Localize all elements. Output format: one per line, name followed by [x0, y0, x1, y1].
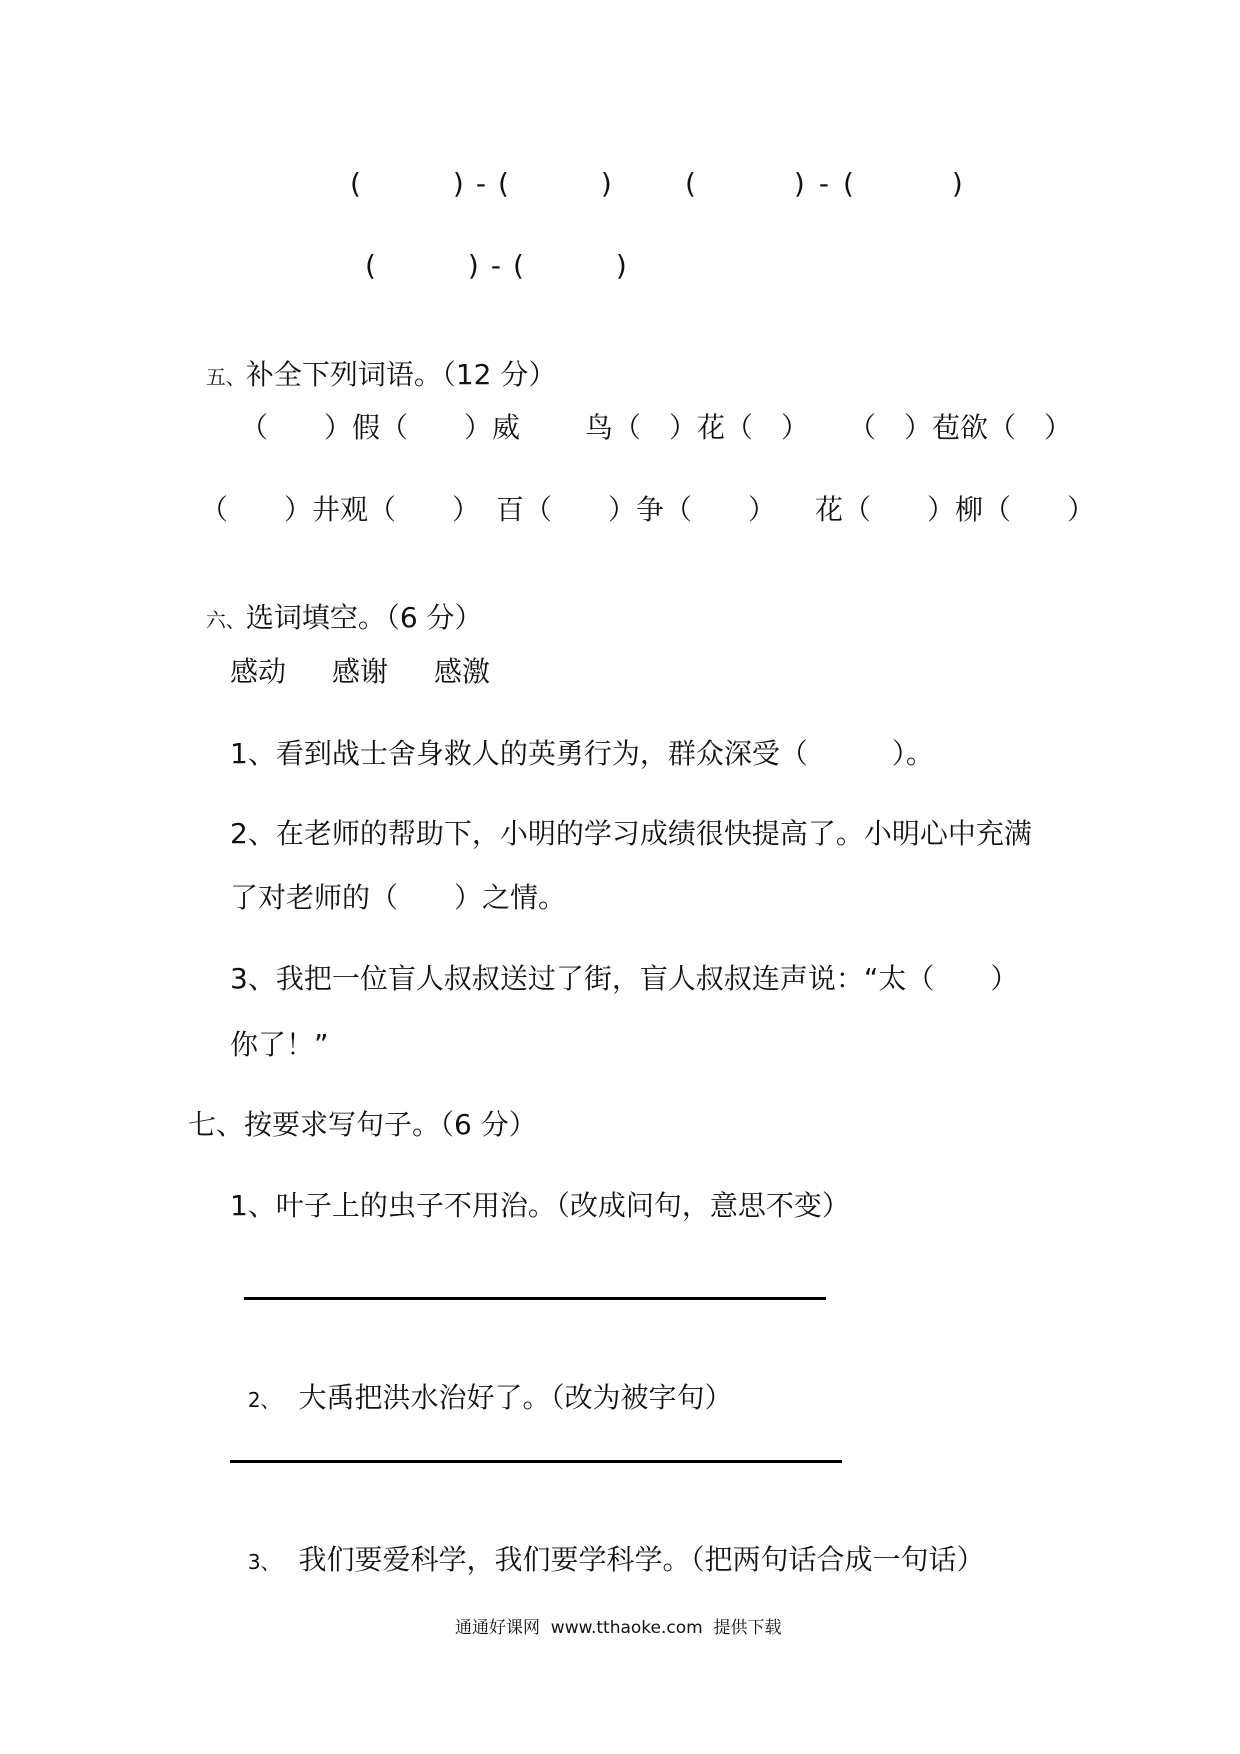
section5-row2-item3: 花（ ）柳（ ）	[815, 493, 1096, 526]
section7-heading: 七、按要求写句子。（6 分）	[188, 1108, 537, 1141]
section6-word-2: 感谢	[332, 655, 389, 688]
footer-credit: 通通好课网 www.tthaoke.com 提供下载	[455, 1618, 782, 1638]
section6-number: 六、	[205, 608, 246, 632]
section7-question-3	[230, 1518, 985, 1574]
pair-row2: ( )-( )	[365, 249, 639, 282]
section6-title: 选词填空。（6 分）	[245, 601, 483, 634]
section6-question-2-line2: 了对老师的（ ）之情。	[230, 881, 567, 914]
section7-question-3-text: 我们要爱科学，我们要学科学。（把两句话合成一句话）	[298, 1543, 985, 1576]
section7-question-2	[230, 1356, 733, 1412]
section5-title: 补全下列词语。（12 分）	[245, 358, 557, 391]
section5-row1-item2: 鸟（ ）花（ ）	[585, 411, 810, 444]
section6-question-2-line1: 2、在老师的帮助下，小明的学习成绩很快提高了。小明心中充满	[230, 817, 1032, 850]
section5-row1-item3: （ ）苞欲（ ）	[848, 411, 1073, 444]
section5-heading	[188, 333, 556, 389]
pair-row1-right: ( )-( )	[685, 167, 977, 200]
section6-word-3: 感激	[434, 655, 491, 688]
pair-row1-left: ( )-( )	[350, 167, 624, 200]
section6-heading	[188, 576, 483, 632]
section5-number: 五、	[205, 365, 246, 389]
section5-row1-item1: （ ）假（ ）威	[240, 411, 521, 444]
section7-question-1: 1、叶子上的虫子不用治。（改成问句，意思不变）	[230, 1189, 850, 1222]
answer-line-2[interactable]	[230, 1460, 842, 1463]
section6-question-3-line1: 3、我把一位盲人叔叔送过了街，盲人叔叔连声说：“太（ ）	[230, 962, 1019, 995]
section7-question-2-text: 大禹把洪水治好了。（改为被字句）	[298, 1381, 733, 1414]
section6-word-1: 感动	[230, 655, 287, 688]
section7-question-3-number: 3、	[247, 1550, 281, 1574]
section5-row2-item1: （ ）井观（ ）	[200, 493, 481, 526]
section6-question-3-line2: 你了！”	[230, 1028, 329, 1061]
section6-question-1: 1、看到战士舍身救人的英勇行为，群众深受（ ）。	[230, 737, 934, 770]
section7-question-2-number: 2、	[247, 1388, 281, 1412]
answer-line-1[interactable]	[244, 1297, 826, 1300]
section5-row2-item2: 百（ ）争（ ）	[496, 493, 777, 526]
